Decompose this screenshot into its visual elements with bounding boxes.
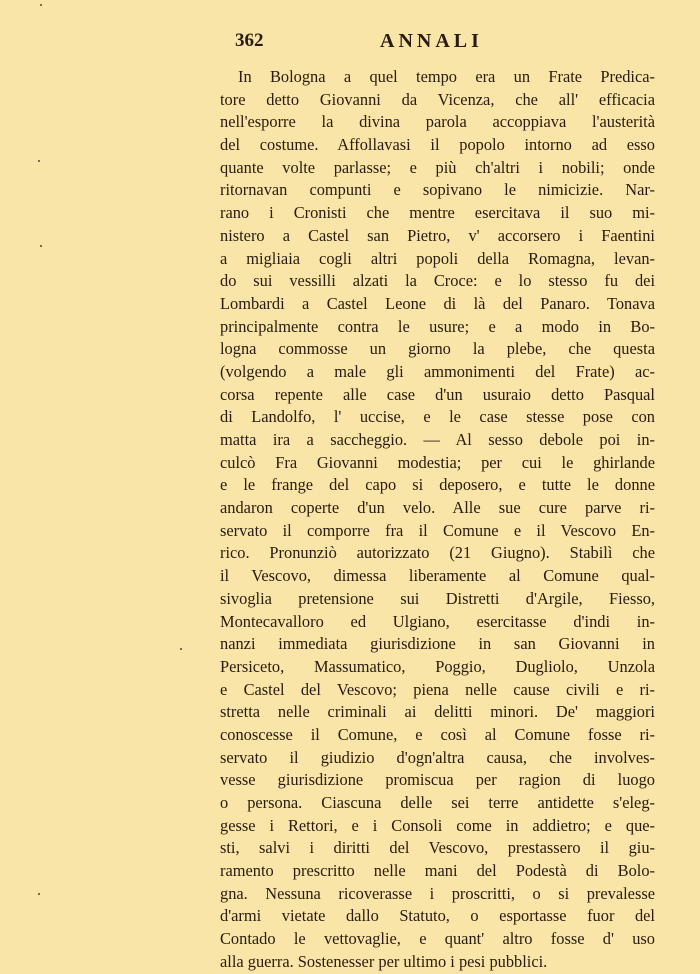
text-line: In Bologna a quel tempo era un Frate Predica-	[238, 67, 655, 86]
text-line: a migliaia cogli altri popoli della Romagna, levan-	[220, 248, 655, 268]
text-line: rano i Cronisti che mentre esercitava il suo mi-	[220, 203, 655, 223]
speck	[40, 245, 42, 247]
page-number: 362	[235, 30, 264, 51]
running-title: ANNALI	[380, 30, 483, 52]
text-line: nell'esporre la divina parola accoppiava l'austerità	[220, 112, 655, 132]
text-line: servato il giudizio d'ogn'altra causa, che involves-	[220, 747, 655, 767]
text-line: tore detto Giovanni da Vicenza, che all' efficacia	[220, 89, 655, 109]
text-line: rico. Pronunziò autorizzato (21 Giugno). Stabilì che	[220, 543, 655, 563]
speck	[38, 893, 40, 895]
text-line: Lombardi a Castel Leone di là del Panaro. Tonava	[220, 293, 655, 313]
text-line: nistero a Castel san Pietro, v' accorsero i Faentini	[220, 225, 655, 245]
text-line: sti, salvi i diritti del Vescovo, prestassero il giu-	[220, 838, 655, 858]
text-line: do sui vessilli alzati la Croce: e lo stesso fu dei	[220, 271, 655, 291]
text-line: servato il comporre fra il Comune e il Vescovo En-	[220, 520, 655, 540]
body-text	[220, 66, 655, 974]
text-line: del costume. Affollavasi il popolo intorno ad esso	[220, 135, 655, 155]
text-line: il Vescovo, dimessa liberamente al Comune qual-	[220, 566, 655, 586]
text-line: o persona. Ciascuna delle sei terre antidette s'eleg-	[220, 793, 655, 812]
text-line: gesse i Rettori, e i Consoli come in addietro; e que-	[220, 815, 655, 835]
text-line: logna commosse un giorno la plebe, che questa	[220, 339, 655, 359]
text-line: sivoglia pretensione sui Distretti d'Argile, Fiesso,	[220, 588, 655, 608]
speck	[40, 4, 42, 6]
text-line: Contado le vettovaglie, e quant' altro fosse d' uso	[220, 929, 655, 949]
text-line: nanzi immediata giurisdizione in san Giovanni in	[220, 634, 655, 654]
text-line: gna. Nessuna ricoverasse i proscritti, o si prevalesse	[220, 883, 655, 903]
text-line: ramento prescritto nelle mani del Podestà di Bolo-	[220, 861, 655, 881]
text-line: (volgendo a male gli ammonimenti del Frate) ac-	[220, 361, 655, 381]
text-line: conoscesse il Comune, e così al Comune fosse ri-	[220, 724, 655, 744]
text-line: culcò Fra Giovanni modestia; per cui le ghirlande	[220, 452, 655, 472]
text-line: quante volte parlasse; e più ch'altri i nobili; onde	[220, 157, 655, 177]
text-line: Persiceto, Massumatico, Poggio, Dugliolo, Unzola	[220, 656, 655, 676]
text-line: e Castel del Vescovo; piena nelle cause civili e ri-	[220, 679, 655, 699]
text-line: e le frange del capo si deposero, e tutte le donne	[220, 475, 655, 495]
text-line: di Landolfo, l' uccise, e le case stesse pose con	[220, 407, 655, 427]
text-line: vesse giurisdizione promiscua per ragion di luogo	[220, 770, 655, 790]
text-line: corsa repente alle case d'un usuraio detto Pasqual	[220, 384, 655, 404]
text-line: principalmente contra le usure; e a modo in Bo-	[220, 316, 655, 336]
text-line: matta ira a saccheggio. — Al sesso debole poi in-	[220, 430, 655, 449]
text-line: andaron coperte d'un velo. Alle sue cure parve ri-	[220, 498, 655, 518]
page-header	[220, 30, 660, 58]
text-line: Montecavalloro ed Ulgiano, esercitasse d'indi in-	[220, 611, 655, 631]
speck	[38, 160, 40, 162]
text-line: ritornavan compunti e sopivano le nimicizie. Nar-	[220, 180, 655, 200]
text-line: d'armi vietate dallo Statuto, o esportasse fuor del	[220, 906, 655, 926]
text-line: stretta nelle criminali ai delitti minori. De' maggiori	[220, 702, 655, 722]
speck	[180, 648, 182, 650]
text-line: alla guerra. Sostenesser per ultimo i pesi pubblici.	[220, 951, 548, 971]
